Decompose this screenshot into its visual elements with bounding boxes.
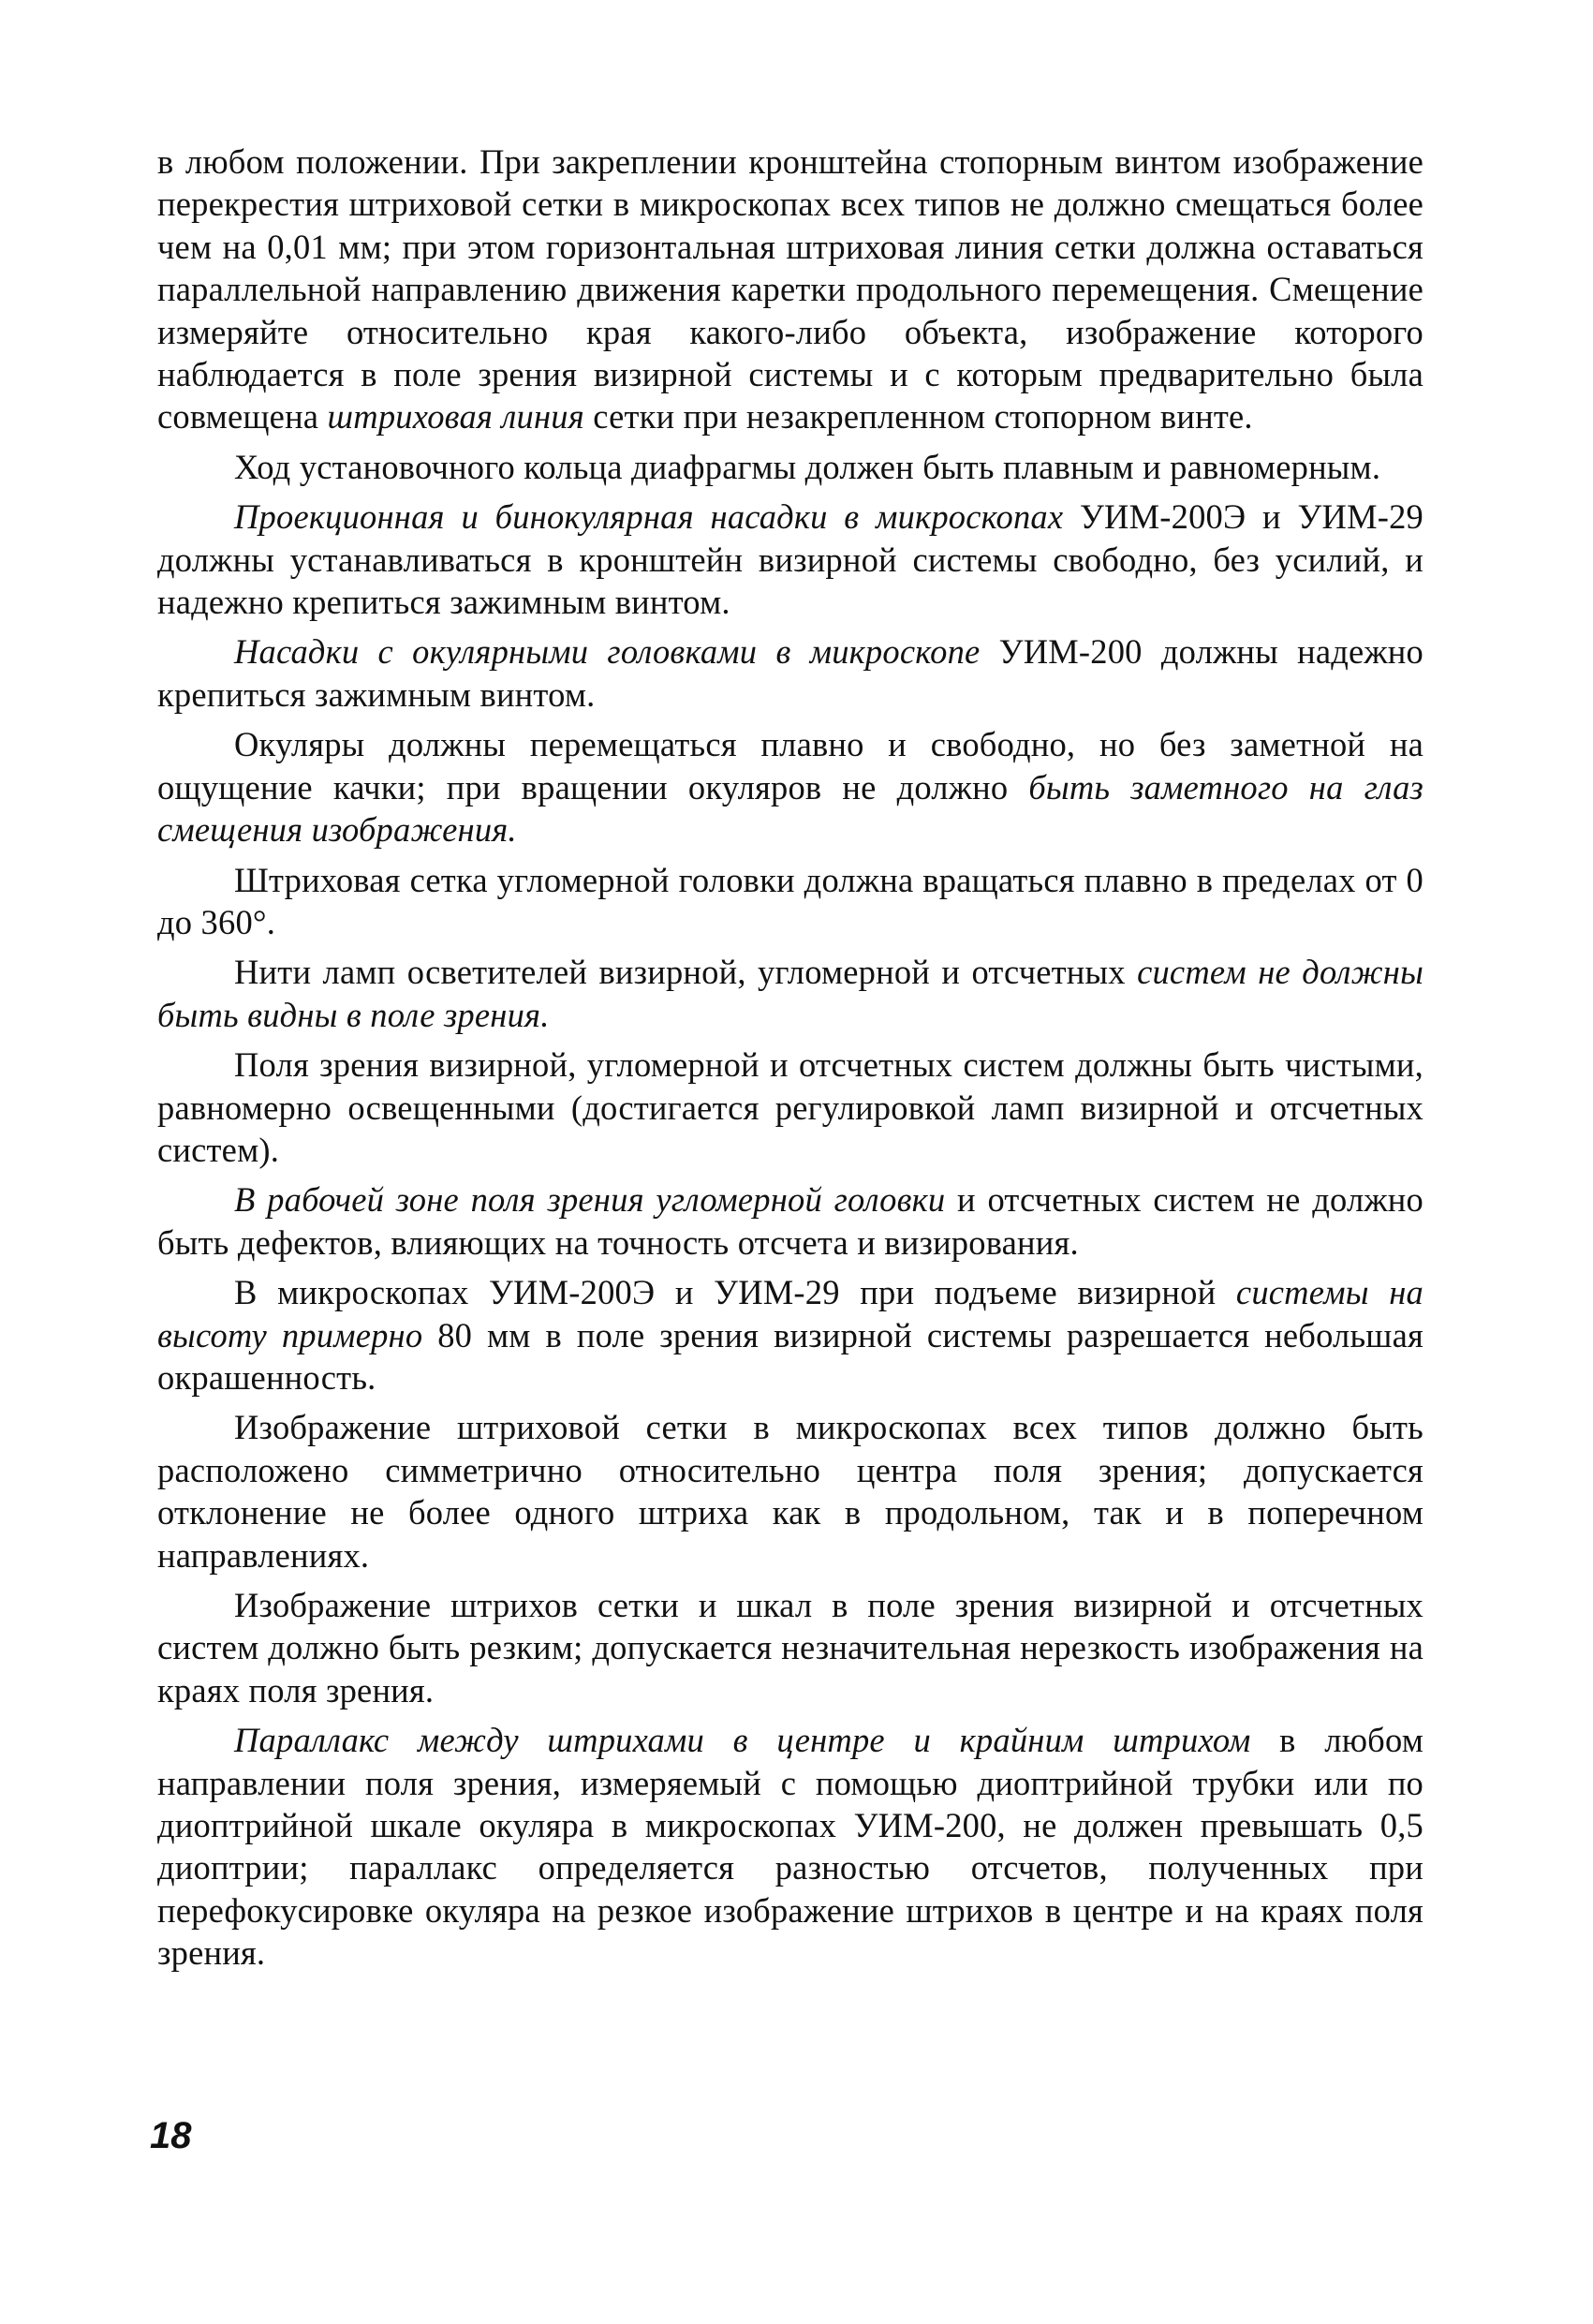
paragraph: [157, 1406, 1423, 1576]
text-segment: Поля зрения визирной, угломерной и отсчетных систем должны быть чистыми, равномерно освещенными (достигается регулировкой ламп визирной и отсчетных систем).: [157, 1045, 1423, 1169]
italic-text-segment: систем не должны быть видны в поле зрения.: [157, 953, 1423, 1034]
text-segment: Изображение штрихов сетки и шкал в поле зрения визирной и отсчетных систем должно быть резким; допускается незначительная нерезкость изображения на краях поля зрения.: [157, 1586, 1423, 1710]
text-segment: УИМ-200Э и УИМ-29 должны устанавливаться в кронштейн визирной системы свободно, без усилий, и надежно крепиться зажимным винтом.: [157, 497, 1424, 622]
text-segment: 80 мм в поле зрения визирной системы разрешается небольшая окрашенность.: [157, 1315, 1423, 1397]
italic-text-segment: Проекционная и бинокулярная насадки в микроскопах: [234, 497, 1064, 537]
italic-text-segment: штриховая линия: [327, 397, 584, 437]
text-segment: сетки при незакрепленном стопорном винте.: [583, 397, 1253, 437]
paragraph: [157, 496, 1423, 623]
paragraph: [157, 141, 1423, 438]
text-segment: Изображение штриховой сетки в микроскопах всех типов должно быть расположено симметрично относительно центра поля зрения; допускается отклонение не более одного штриха как в продольном, так и в поперечном направлениях.: [157, 1408, 1423, 1575]
paragraph: [157, 859, 1423, 944]
text-segment: УИМ-200 должны надежно крепиться зажимным винтом.: [157, 632, 1423, 714]
text-segment: Нити ламп осветителей визирной, угломерной и отсчетных: [234, 953, 1138, 992]
text-segment: в любом направлении поля зрения, измеряемый с помощью диоптрийной трубки или по диоптрийной шкале окуляра в микроскопах УИМ-200, не должен превышать 0,5 диоптрии; параллакс определяется разностью отсчетов, полученных при перефокусировке окуляра на резкое изображение штрихов в центре и на краях поля зрения.: [157, 1721, 1423, 1973]
italic-text-segment: системы на высоту примерно: [157, 1273, 1423, 1354]
text-segment: В микроскопах УИМ-200Э и УИМ-29 при подъеме визирной: [234, 1273, 1236, 1312]
page-number: 18: [150, 2115, 192, 2156]
italic-text-segment: Параллакс между штрихами в центре и крайним штрихом: [234, 1721, 1251, 1760]
paragraph: [157, 1044, 1423, 1171]
paragraph: [157, 446, 1423, 488]
italic-text-segment: быть заметного на глаз смещения изображения.: [157, 767, 1423, 850]
paragraph: [157, 951, 1423, 1036]
paragraph: [157, 1271, 1423, 1399]
italic-text-segment: Насадки с окулярными головками в микроскопе: [234, 632, 981, 672]
text-segment: в любом положении. При закреплении кронштейна стопорным винтом изображение перекрестия штриховой сетки в микроскопах всех типов не должно смещаться более чем на 0,01 мм; при этом горизонтальная штриховая линия сетки должна оставаться параллельной направлению движения каретки продольного перемещения. Смещение измеряйте относительно края какого-либо объекта, изображение которого наблюдается в поле зрения визирной системы и с которым предварительно была совмещена: [157, 142, 1423, 437]
italic-text-segment: В рабочей зоне поля зрения угломерной головки: [234, 1180, 946, 1220]
text-segment: Ход установочного кольца диафрагмы должен быть плавным и равномерным.: [234, 447, 1381, 486]
paragraph: [157, 630, 1423, 716]
paragraph: [157, 1178, 1423, 1264]
text-segment: и отсчетных систем не должно быть дефектов, влияющих на точность отсчета и визирования.: [157, 1180, 1423, 1262]
body-text: [157, 141, 1423, 1982]
text-segment: Штриховая сетка угломерной головки должна вращаться плавно в пределах от 0 до 360°.: [157, 860, 1423, 941]
paragraph: [157, 1719, 1423, 1974]
paragraph: [157, 1584, 1423, 1711]
text-segment: Окуляры должны перемещаться плавно и свободно, но без заметной на ощущение качки; при вращении окуляров не должно: [157, 725, 1423, 807]
paragraph: [157, 723, 1423, 851]
